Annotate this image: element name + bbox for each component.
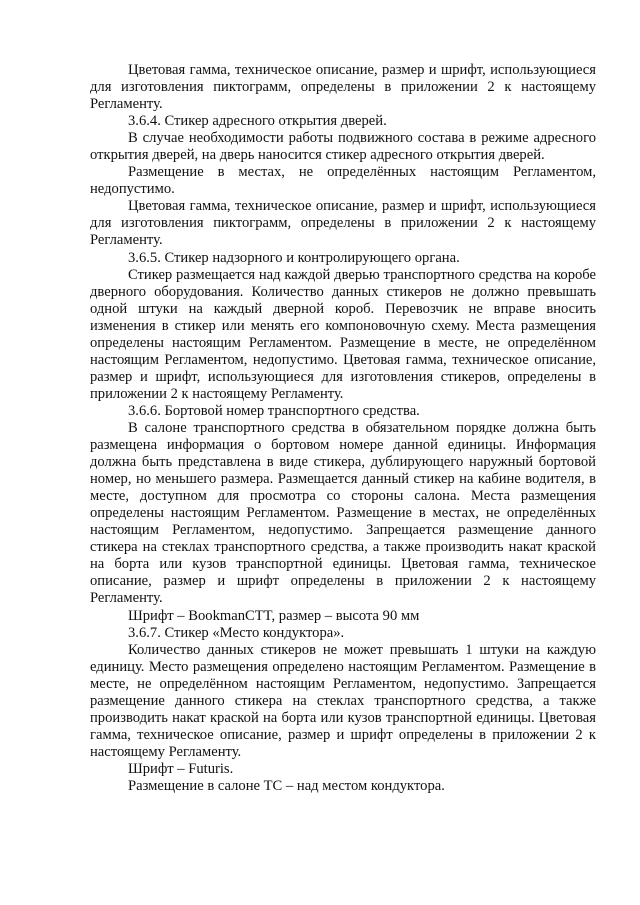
paragraph-placement-rule: Размещение в местах, не определённых настоящим Регламентом, недопустимо. (90, 164, 596, 198)
paragraph-address-door-sticker: В случае необходимости работы подвижного состава в режиме адресного открытия дверей, на дверь наносится стикер адресного открытия дверей. (90, 130, 596, 164)
section-heading-3-6-7: 3.6.7. Стикер «Место кондуктора». (128, 624, 345, 641)
paragraph-conductor-sticker: Количество данных стикеров не может превышать 1 штуки на каждую единицу. Место размещения определено настоящим Регламентом. Размещение в месте, не определённом настоящим Регламентом, недопустимо. Запрещается размещение данного стикера на стеклах транспортного средства, а также производить накат краской на борта или кузов транспортной единицы. Цветовая гамма, техническое описание, размер и шрифт определены в приложении 2 к настоящему Регламенту. (90, 641, 596, 760)
paragraph-pictogram-specs: Цветовая гамма, техническое описание, размер и шрифт, использующиеся для изготовления пиктограмм, определены в приложении 2 к настоящему Регламенту. (90, 62, 596, 113)
paragraph-pictogram-specs-2: Цветовая гамма, техническое описание, размер и шрифт, использующиеся для изготовления пиктограмм, определены в приложении 2 к настоящему Регламенту. (90, 198, 596, 249)
paragraph-font-bookman: Шрифт – BookmanCTT, размер – высота 90 мм (128, 607, 420, 624)
section-heading-3-6-5: 3.6.5. Стикер надзорного и контролирующего органа. (128, 249, 460, 266)
section-heading-3-6-6: 3.6.6. Бортовой номер транспортного средства. (128, 402, 420, 419)
paragraph-font-futuris: Шрифт – Futuris. (128, 760, 234, 777)
paragraph-supervisory-sticker: Стикер размещается над каждой дверью транспортного средства на коробе дверного оборудования. Количество данных стикеров не должно превышать одной штуки на каждый дверной короб. Перевозчик не вправе вносить изменения в стикер или менять его компоновочную схему. Места размещения определены настоящим Регламентом. Размещение в месте, не определённом настоящим Регламентом, недопустимо. Цветовая гамма, техническое описание, размер и шрифт, использующиеся для изготовления стикеров, определены в приложении 2 к настоящему Регламенту. (90, 266, 596, 402)
document-page (90, 62, 596, 795)
section-heading-3-6-4: 3.6.4. Стикер адресного открытия дверей. (128, 113, 387, 130)
paragraph-conductor-placement: Размещение в салоне ТС – над местом кондуктора. (128, 777, 445, 794)
paragraph-board-number: В салоне транспортного средства в обязательном порядке должна быть размещена информация о бортовом номере данной единицы. Информация должна быть представлена в виде стикера, дублирующего наружный бортовой номер, но меньшего размера. Размещается данный стикер на кабине водителя, в месте, доступном для просмотра со стороны салона. Места размещения определены настоящим Регламентом. Размещение в местах, не определённых настоящим Регламентом, недопустимо. Запрещается размещение данного стикера на стеклах транспортного средства, а также производить накат краской на борта или кузов транспортной единицы. Цветовая гамма, техническое описание, размер и шрифт определены в приложении 2 к настоящему Регламенту. (90, 419, 596, 607)
